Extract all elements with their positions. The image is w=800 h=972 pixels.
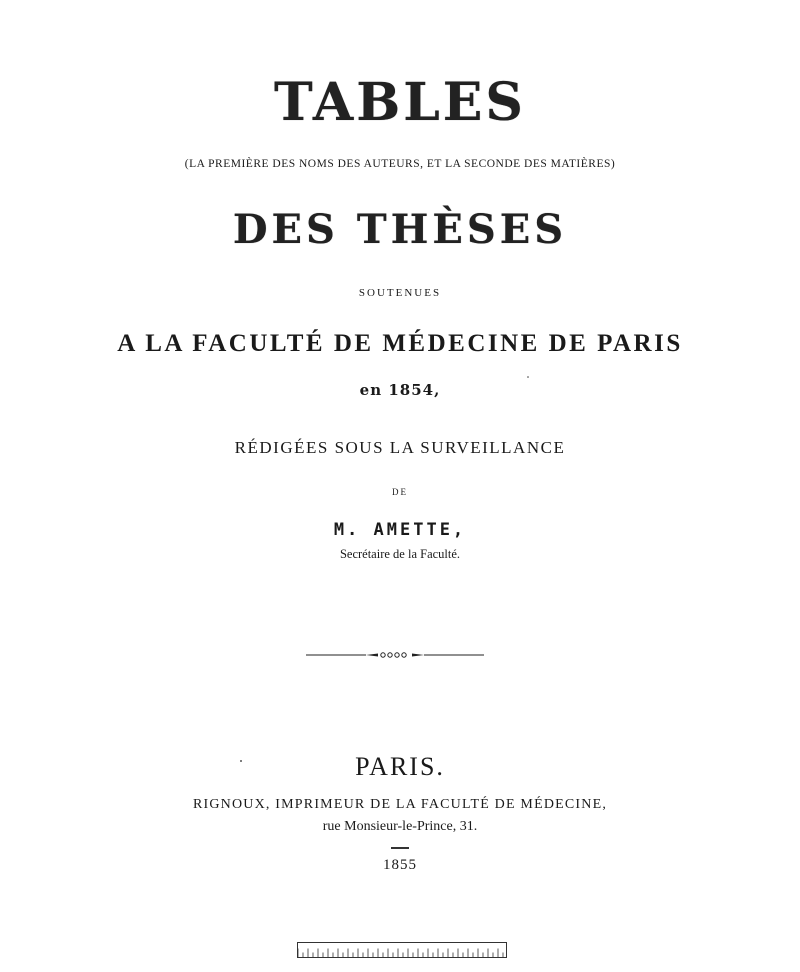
redigees-line: RÉDIGÉES SOUS LA SURVEILLANCE: [234, 438, 566, 457]
document-title-secondary: DES THÈSES: [232, 206, 568, 253]
printer-line: RIGNOUX, IMPRIMEUR DE LA FACULTÉ DE MÉDECINE,: [192, 797, 608, 812]
ornament-divider-icon: [306, 648, 484, 662]
document-subtitle: (LA PREMIÈRE DES NOMS DES AUTEURS, ET LA SECONDE DES MATIÈRES): [184, 158, 616, 170]
soutenues-label: SOUTENUES: [358, 287, 442, 299]
paper-speck: [527, 376, 529, 378]
author-name: M. AMETTE,: [333, 520, 467, 540]
author-role: Secrétaire de la Faculté.: [339, 547, 461, 561]
document-title: TABLES: [274, 72, 526, 133]
paper-speck: [240, 760, 242, 762]
scale-ruler-icon: [297, 942, 507, 958]
year-line: en 1854,: [359, 381, 441, 399]
address-line: rue Monsieur-le-Prince, 31.: [322, 819, 478, 834]
publication-year: 1855: [383, 857, 417, 873]
city-name: PARIS.: [355, 752, 445, 781]
short-rule: [391, 847, 409, 849]
de-label: DE: [392, 487, 408, 497]
faculty-line: A LA FACULTÉ DE MÉDECINE DE PARIS: [117, 330, 683, 357]
